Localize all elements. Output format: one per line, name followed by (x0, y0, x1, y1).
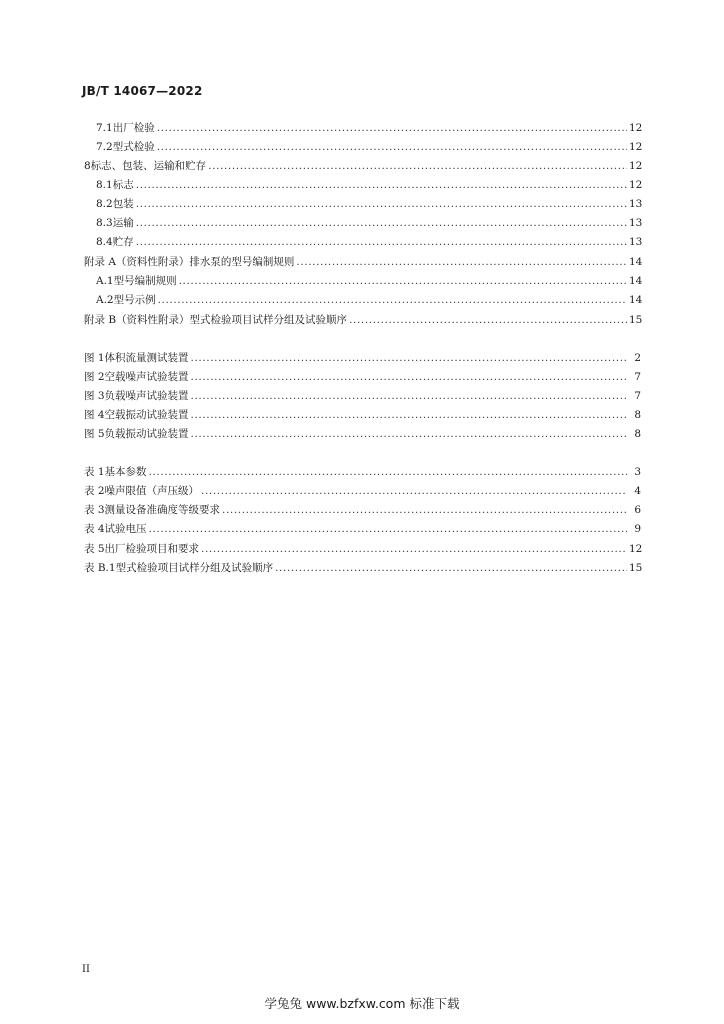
toc-entry-a-2[interactable] (96, 292, 641, 308)
toc-entry-page: 8 (634, 409, 641, 421)
toc-entry-number: A.1 (96, 275, 114, 287)
toc-entry-page: 12 (629, 141, 643, 153)
toc-entry-title: 测量设备准确度等级要求 (104, 504, 221, 516)
toc-leader-dots (158, 292, 627, 308)
toc-entry-title: 出厂检验项目和要求 (104, 543, 200, 555)
toc-entry-title: 负载噪声试验装置 (104, 390, 189, 402)
toc-entry-page: 3 (634, 466, 641, 478)
toc-entry-page: 14 (629, 256, 643, 268)
toc-entry-number: 附录 B (84, 314, 117, 326)
toc-entry-number: 8 (84, 160, 91, 172)
toc-entry-page: 12 (629, 160, 643, 172)
watermark-text: 学兔兔 www.bzfxw.com 标准下载 (264, 996, 460, 1011)
toc-entry-page: 13 (629, 236, 643, 248)
toc-entry-title: 型号示例 (113, 294, 156, 306)
toc-entry-title: （资料性附录）排水泵的型号编制规则 (115, 256, 295, 268)
toc-entry-annex-b[interactable] (84, 312, 641, 328)
toc-entry-8-3[interactable] (96, 215, 641, 231)
toc-entry-table-2[interactable] (84, 483, 641, 499)
toc-entry-page: 7 (634, 371, 641, 383)
toc-leader-dots (208, 158, 627, 174)
toc-entry-number: 图 2 (84, 371, 105, 383)
toc-entry-8-4[interactable] (96, 234, 641, 250)
toc-entry-figure-5[interactable] (84, 426, 641, 442)
toc-leader-dots (191, 350, 627, 366)
toc-entry-number: 图 3 (84, 390, 105, 402)
toc-entry-number: A.2 (96, 294, 114, 306)
toc-entry-number: 表 B.1 (84, 562, 116, 574)
toc-entry-title: 贮存 (112, 236, 134, 248)
toc-entry-number: 7.2 (96, 141, 113, 153)
toc-entry-page: 8 (634, 428, 641, 440)
toc-entry-8-1[interactable] (96, 177, 641, 193)
toc-entry-7-2[interactable] (96, 139, 641, 155)
toc-entry-title: 型式检验 (112, 141, 155, 153)
toc-entry-table-4[interactable] (84, 521, 641, 537)
toc-entry-7-1[interactable] (96, 120, 641, 136)
toc-entry-title: 空载振动试验装置 (104, 409, 189, 421)
toc-entry-page: 12 (629, 122, 643, 134)
toc-entry-title: 空载噪声试验装置 (104, 371, 189, 383)
toc-entry-page: 12 (629, 179, 643, 191)
toc-entry-number: 8.4 (96, 236, 113, 248)
toc-leader-dots (296, 254, 627, 270)
toc-entry-page: 7 (634, 390, 641, 402)
toc-entry-number: 附录 A (84, 256, 116, 268)
toc-entry-number: 表 1 (84, 466, 105, 478)
toc-leader-dots (179, 273, 627, 289)
toc-leader-dots (157, 120, 627, 136)
toc-entry-page: 12 (629, 543, 643, 555)
toc-entry-a-1[interactable] (96, 273, 641, 289)
toc-entry-page: 14 (629, 294, 643, 306)
toc-entry-number: 表 2 (84, 485, 105, 497)
toc-entry-8[interactable] (84, 158, 641, 174)
toc-entry-title: 试验电压 (104, 523, 147, 535)
toc-entry-title: （资料性附录）型式检验项目试样分组及试验顺序 (116, 314, 348, 326)
toc-entry-title: 负载振动试验装置 (104, 428, 189, 440)
toc-entry-page: 13 (629, 198, 643, 210)
toc-leader-dots (191, 369, 627, 385)
toc-leader-dots (191, 388, 627, 404)
toc-entry-page: 4 (634, 485, 641, 497)
toc-entry-number: 图 1 (84, 352, 105, 364)
toc-entry-page: 15 (629, 314, 643, 326)
toc-entry-page: 2 (634, 352, 641, 364)
toc-entry-number: 图 4 (84, 409, 105, 421)
toc-leader-dots (349, 312, 627, 328)
toc-leader-dots (136, 215, 627, 231)
toc-entry-title: 包装 (112, 198, 134, 210)
toc-entry-number: 8.2 (96, 198, 113, 210)
toc-entry-annex-a[interactable] (84, 254, 641, 270)
toc-entry-page: 14 (629, 275, 643, 287)
toc-entry-number: 7.1 (96, 122, 113, 134)
toc-entry-page: 13 (629, 217, 643, 229)
toc-entry-table-1[interactable] (84, 464, 641, 480)
toc-leader-dots (149, 464, 627, 480)
toc-entry-table-5[interactable] (84, 541, 641, 557)
toc-leader-dots (275, 560, 627, 576)
toc-entry-page: 9 (634, 523, 641, 535)
toc-entry-title: 标志 (112, 179, 134, 191)
toc-entry-title: 基本参数 (104, 466, 147, 478)
toc-entry-number: 8.3 (96, 217, 113, 229)
toc-leader-dots (191, 407, 627, 423)
toc-leader-dots (222, 502, 627, 518)
toc-entry-title: 运输 (112, 217, 134, 229)
toc-leader-dots (201, 541, 627, 557)
toc-leader-dots (191, 426, 627, 442)
toc-entry-page: 15 (629, 562, 643, 574)
toc-entry-number: 表 3 (84, 504, 105, 516)
toc-leader-dots (136, 234, 627, 250)
toc-entry-number: 表 4 (84, 523, 105, 535)
toc-entry-number: 表 5 (84, 543, 105, 555)
toc-entry-title: 型式检验项目试样分组及试验顺序 (115, 562, 274, 574)
toc-leader-dots (149, 521, 627, 537)
toc-entry-table-b-1[interactable] (84, 560, 641, 576)
toc-entry-8-2[interactable] (96, 196, 641, 212)
toc-leader-dots (157, 139, 627, 155)
toc-leader-dots (201, 483, 627, 499)
toc-entry-figure-1[interactable] (84, 350, 641, 366)
toc-entry-figure-3[interactable] (84, 388, 641, 404)
toc-entry-table-3[interactable] (84, 502, 641, 518)
toc-entry-figure-2[interactable] (84, 369, 641, 385)
toc-entry-figure-4[interactable] (84, 407, 641, 423)
toc-entry-number: 图 5 (84, 428, 105, 440)
toc-entry-number: 8.1 (96, 179, 113, 191)
toc-entry-title: 标志、包装、运输和贮存 (90, 160, 207, 172)
toc-entry-page: 6 (634, 504, 641, 516)
standard-code-header: JB/T 14067—2022 (82, 84, 203, 98)
toc-leader-dots (136, 177, 627, 193)
toc-entry-title: 噪声限值（声压级） (104, 485, 200, 497)
toc-entry-title: 型号编制规则 (113, 275, 177, 287)
toc-entry-title: 出厂检验 (112, 122, 155, 134)
page-number: II (82, 964, 90, 975)
toc-entry-title: 体积流量测试装置 (104, 352, 189, 364)
toc-leader-dots (136, 196, 627, 212)
